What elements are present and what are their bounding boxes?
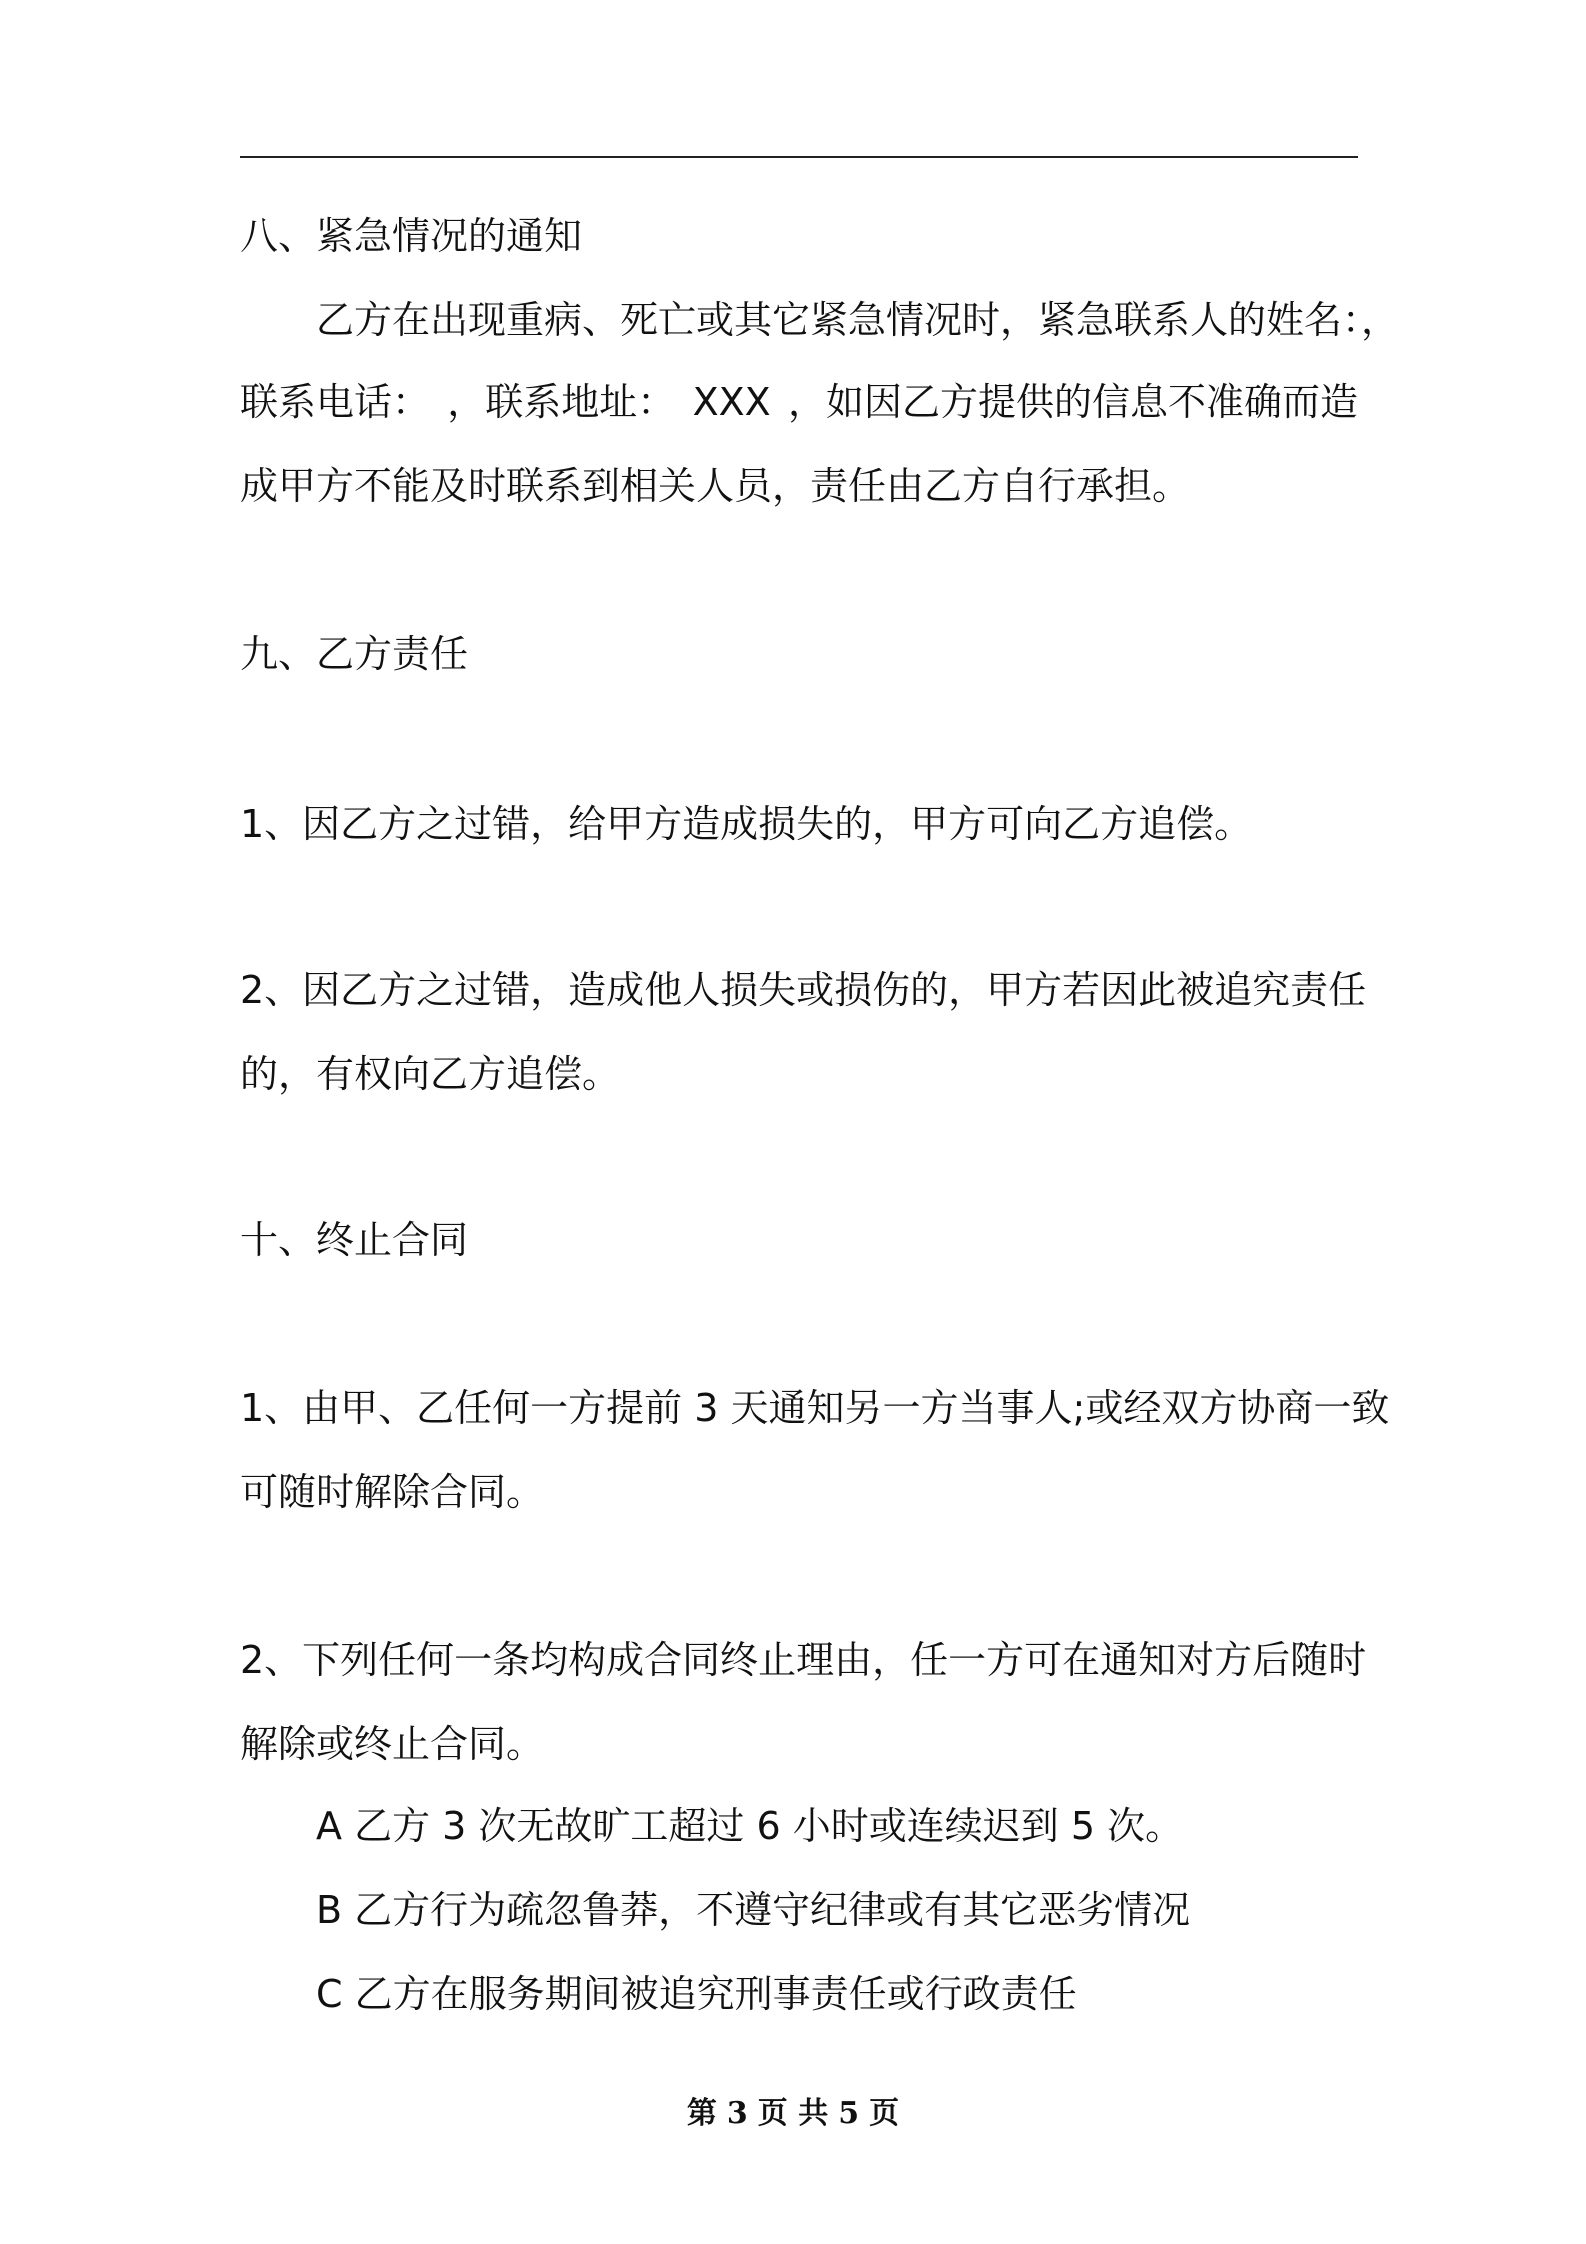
termination-reason-c: C 乙方在服务期间被追究刑事责任或行政责任 (316, 1972, 1077, 2016)
termination-item-2-line-2: 解除或终止合同。 (240, 1722, 545, 1766)
liability-item-1: 1、因乙方之过错，给甲方造成损失的，甲方可向乙方追偿。 (240, 802, 1253, 846)
emergency-paragraph-line-1: 乙方在出现重病、死亡或其它紧急情况时，紧急联系人的姓名：， (316, 298, 1400, 342)
termination-item-2-line-1: 2、下列任何一条均构成合同终止理由，任一方可在通知对方后随时 (240, 1638, 1367, 1682)
termination-reason-b: B 乙方行为疏忽鲁莽，不遵守纪律或有其它恶劣情况 (316, 1888, 1191, 1932)
header-rule (240, 156, 1358, 158)
address-label: ，联系地址： (447, 380, 676, 424)
page-number-footer (0, 2094, 1586, 2134)
footer-total-pages: 5 (838, 2096, 860, 2131)
phone-label: 联系电话： (240, 380, 431, 424)
termination-item-1-line-1: 1、由甲、乙任何一方提前 3 天通知另一方当事人;或经双方协商一致 (240, 1386, 1390, 1430)
emergency-paragraph-line-2 (240, 378, 1358, 426)
section-heading-termination: 十、终止合同 (240, 1218, 469, 1262)
liability-item-2-line-1: 2、因乙方之过错，造成他人损失或损伤的，甲方若因此被追究责任 (240, 968, 1367, 1012)
termination-item-1-line-2: 可随时解除合同。 (240, 1470, 545, 1514)
termination-reason-a: A 乙方 3 次无故旷工超过 6 小时或连续迟到 5 次。 (316, 1804, 1184, 1848)
footer-middle: 页 共 (757, 2096, 829, 2131)
footer-suffix: 页 (869, 2096, 900, 2131)
footer-prefix: 第 (686, 2096, 717, 2131)
emergency-paragraph-line-3: 成甲方不能及时联系到相关人员，责任由乙方自行承担。 (240, 464, 1191, 508)
emergency-line-2-tail: ，如因乙方提供的信息不准确而造 (787, 380, 1358, 424)
section-heading-party-b-liability: 九、乙方责任 (240, 632, 469, 676)
liability-item-2-line-2: 的，有权向乙方追偿。 (240, 1052, 621, 1096)
section-heading-emergency-notice: 八、紧急情况的通知 (240, 214, 583, 258)
address-value: XXX (692, 380, 771, 424)
footer-current-page: 3 (726, 2096, 748, 2131)
